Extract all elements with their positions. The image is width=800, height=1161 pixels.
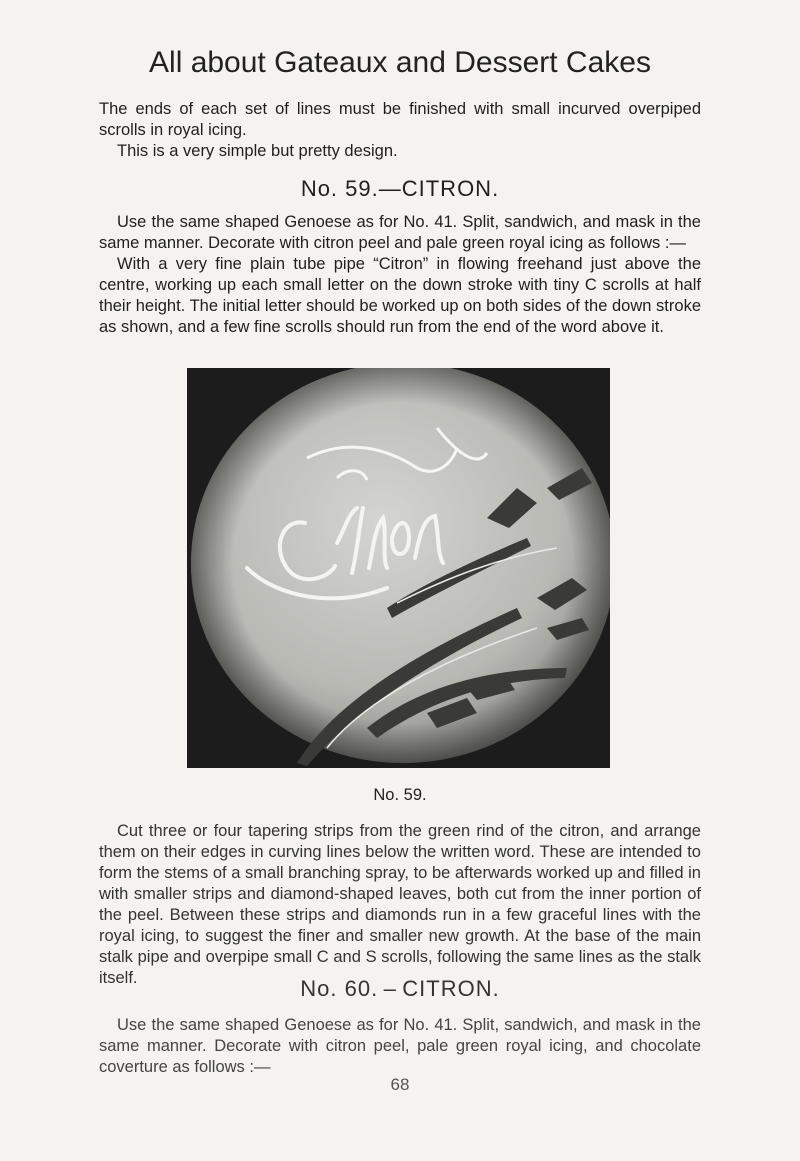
- section-59-heading: No. 59.—CITRON.: [300, 176, 500, 201]
- section-59-text: [99, 212, 701, 338]
- section-60-text: [99, 1015, 701, 1078]
- section-59-instructions: [99, 821, 701, 989]
- figure-caption: No. 59.: [373, 786, 427, 804]
- section-60-paragraph-1: Use the same shaped Genoese as for No. 41. Split, sandwich, and mask in the same manner. Decorate with citron peel, pale green royal icing, and chocolate coverture as follows :—: [99, 1016, 701, 1076]
- intro-text: [99, 99, 701, 162]
- section-59-paragraph-1: Use the same shaped Genoese as for No. 41. Split, sandwich, and mask in the same manner. Decorate with citron peel and pale green royal icing as follows :—: [99, 213, 701, 252]
- running-head: All about Gateaux and Dessert Cakes: [149, 46, 651, 79]
- cake-illustration: [187, 368, 610, 768]
- page-number: 68: [390, 1075, 410, 1094]
- section-59-paragraph-3: Cut three or four tapering strips from the green rind of the citron, and arrange them on their edges in curving lines below the written word. These are intended to form the stems of a small branching spray, to be afterwards worked up and filled in with smaller strips and diamond-shaped leaves, both cut from the inner portion of the peel. Between these strips and diamonds run in a few graceful lines with the royal icing, to suggest the finer and smaller new growth. At the base of the main stalk pipe and overpipe small C and S scrolls, following the same lines as the stalk itself.: [99, 822, 701, 987]
- section-60-heading: No. 60. – CITRON.: [300, 976, 500, 1001]
- intro-paragraph-1: The ends of each set of lines must be finished with small incurved overpiped scrolls in royal icing.: [99, 100, 701, 139]
- cake-photograph: [187, 368, 610, 768]
- section-59-paragraph-2: With a very fine plain tube pipe “Citron” in flowing freehand just above the centre, working up each small letter on the down stroke with tiny C scrolls at half their height. The initial letter should be worked up on both sides of the down stroke as shown, and a few fine scrolls should run from the end of the word above it.: [99, 255, 701, 336]
- intro-paragraph-2: This is a very simple but pretty design.: [117, 142, 398, 160]
